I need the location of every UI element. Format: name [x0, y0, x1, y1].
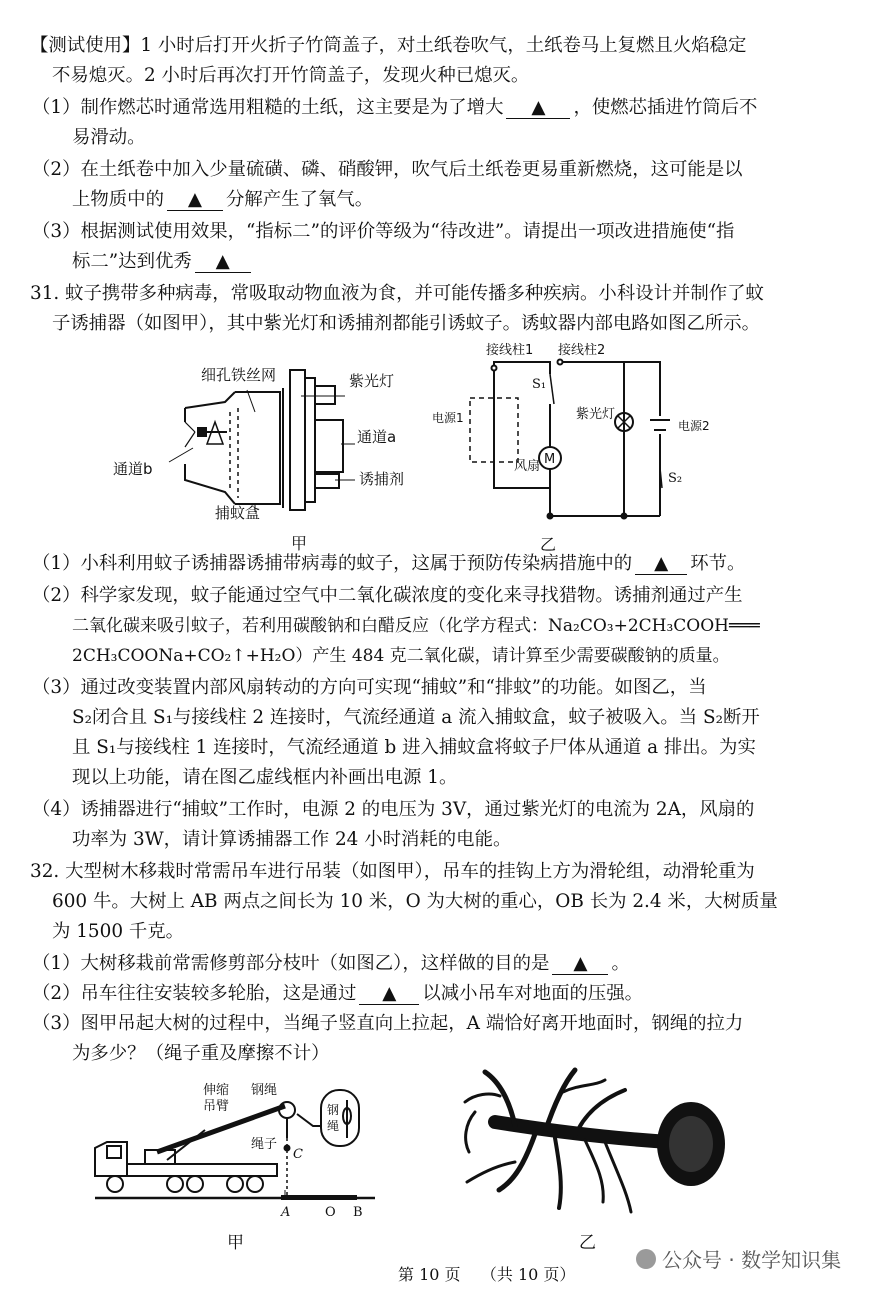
q31-p2-line-1: （2）科学家发现，蚊子能通过空气中二氧化碳浓度的变化来寻找猎物。诱捕剂通过产生 — [32, 585, 743, 606]
answer-blank: ▲ — [195, 252, 251, 273]
source1-label: 电源1 — [432, 411, 464, 425]
crane-figure — [85, 1080, 385, 1270]
watermark: 公众号 · 数学知识集 — [636, 1244, 841, 1273]
fan-label: 风扇 — [514, 459, 541, 474]
q32-p3-line-2: 为多少？（绳子重及摩擦不计） — [72, 1043, 330, 1064]
q31-p2-line-3: 2CH₃COONa+CO₂↑+H₂O）产生 484 克二氧化碳，请计算至少需要碳酸钠的质量。 — [72, 646, 730, 666]
boom-label-2: 吊臂 — [203, 1099, 230, 1114]
q32-p3-line-1: （3）图甲吊起大树的过程中，当绳子竖直向上拉起，A 端恰好离开地面时，钢绳的拉力 — [32, 1013, 744, 1034]
test-use-line-2: 不易熄灭。2 小时后再次打开竹筒盖子，发现火种已熄灭。 — [52, 65, 530, 86]
q31-p4-line-1: （4）诱捕器进行“捕蚊”工作时，电源 2 的电压为 3V，通过紫光灯的电流为 2A，风扇的 — [32, 799, 755, 820]
q32-intro-line-3: 为 1500 千克。 — [52, 921, 185, 942]
figure-caption: 甲 — [227, 1233, 244, 1253]
bait-label: 诱捕剂 — [359, 470, 405, 488]
box-label: 捕蚊盒 — [215, 504, 261, 522]
point-a-label: A — [281, 1205, 291, 1220]
q31-p3-line-1: （3）通过改变装置内部风扇转动的方向可实现“捕蚊”和“排蚊”的功能。如图乙，当 — [32, 677, 707, 698]
lamp-label: 紫光灯 — [576, 407, 616, 422]
lamp-label: 紫光灯 — [349, 372, 395, 390]
figure-caption: 甲 — [291, 534, 308, 553]
test-q1-line-1: （1）制作燃芯时通常选用粗糙的土纸，这主要是为了增大 ▲ ，使燃芯插进竹筒后不 — [32, 97, 758, 118]
q32-intro-line-1: 32. 大型树木移栽时常需吊车进行吊装（如图甲），吊车的挂钩上方为滑轮组，动滑轮重为 — [30, 861, 755, 882]
mosquito-trap-figure — [105, 352, 435, 562]
q31-p3-line-2: S₂闭合且 S₁与接线柱 2 连接时，气流经通道 a 流入捕蚊盒，蚊子被吸入。当 S₂断开 — [72, 707, 760, 728]
answer-blank: ▲ — [506, 98, 570, 119]
test-q1-line-2: 易滑动。 — [72, 127, 146, 148]
q32-p2: （2）吊车往往安装较多轮胎，这是通过 ▲ 以减小吊车对地面的压强。 — [32, 983, 644, 1004]
test-use-line-1: 【测试使用】1 小时后打开火折子竹筒盖子，对土纸卷吹气，土纸卷马上复燃且火焰稳定 — [30, 35, 747, 56]
cable-label: 钢绳 — [251, 1083, 278, 1098]
rope-label: 绳子 — [251, 1137, 278, 1152]
post1-label: 接线柱1 — [486, 343, 534, 358]
tree-figure — [455, 1062, 735, 1262]
q31-p4-line-2: 功率为 3W，请计算诱捕器工作 24 小时消耗的电能。 — [72, 829, 512, 850]
circuit-figure — [430, 338, 730, 556]
test-q3-line-2: 标二”达到优秀 ▲ — [72, 250, 254, 274]
answer-blank: ▲ — [167, 190, 223, 211]
wechat-icon — [636, 1249, 656, 1269]
q31-p3-line-3: 且 S₁与接线柱 1 连接时，气流经通道 b 进入捕蚊盒将蚊子尸体从通道 a 排出。为实 — [72, 737, 756, 758]
post2-label: 接线柱2 — [558, 343, 606, 358]
q32-intro-line-2: 600 牛。大树上 AB 两点之间长为 10 米，O 为大树的重心，OB 长为 2.4 米，大树质量 — [52, 891, 778, 912]
point-b-label: B — [353, 1205, 363, 1220]
q31-p2-line-2: 二氧化碳来吸引蚊子，若利用碳酸钠和白醋反应（化学方程式：Na₂CO₃+2CH₃COOH═══ — [72, 616, 760, 636]
motor-label: M — [544, 452, 556, 467]
cable-zoom-label: 钢 — [327, 1103, 340, 1117]
mesh-label: 细孔铁丝网 — [201, 366, 277, 384]
q31-intro-line-2: 子诱捕器（如图甲），其中紫光灯和诱捕剂都能引诱蚊子。诱蚊器内部电路如图乙所示。 — [52, 313, 761, 334]
boom-label: 伸缩 — [203, 1083, 230, 1098]
answer-blank: ▲ — [359, 984, 419, 1005]
cable-zoom-label-2: 绳 — [327, 1119, 340, 1133]
answer-blank: ▲ — [635, 554, 687, 575]
q32-p1: （1）大树移栽前常需修剪部分枝叶（如图乙），这样做的目的是 ▲ 。 — [32, 953, 630, 974]
q31-intro-line-1: 31. 蚊子携带多种病毒，常吸取动物血液为食，并可能传播多种疾病。小科设计并制作了蚊 — [30, 283, 764, 304]
q31-p1: （1）小科利用蚊子诱捕器诱捕带病毒的蚊子，这属于预防传染病措施中的 ▲ 环节。 — [32, 553, 746, 574]
point-o-label: O — [325, 1205, 336, 1220]
s1-label: S₁ — [532, 377, 547, 392]
s2-label: S₂ — [668, 471, 683, 486]
answer-blank: ▲ — [552, 954, 608, 975]
figure-caption: 乙 — [540, 535, 557, 554]
figure-caption: 乙 — [579, 1233, 596, 1253]
test-q2-line-1: （2）在土纸卷中加入少量硫磺、磷、硝酸钾，吹气后土纸卷更易重新燃烧，这可能是以 — [32, 159, 743, 180]
channel-b-label: 通道b — [113, 460, 153, 478]
source2-label: 电源2 — [678, 419, 710, 433]
channel-a-label: 通道a — [357, 428, 397, 446]
page-number: 第 10 页 （共 10 页） — [398, 1265, 576, 1284]
point-c-label: C — [293, 1147, 303, 1162]
test-q3-line-1: （3）根据测试使用效果，“指标二”的评价等级为“待改进”。请提出一项改进措施使“指 — [32, 221, 735, 242]
test-q2-line-2: 上物质中的 ▲ 分解产生了氧气。 — [72, 189, 374, 210]
q31-p3-line-4: 现以上功能，请在图乙虚线框内补画出电源 1。 — [72, 767, 458, 788]
